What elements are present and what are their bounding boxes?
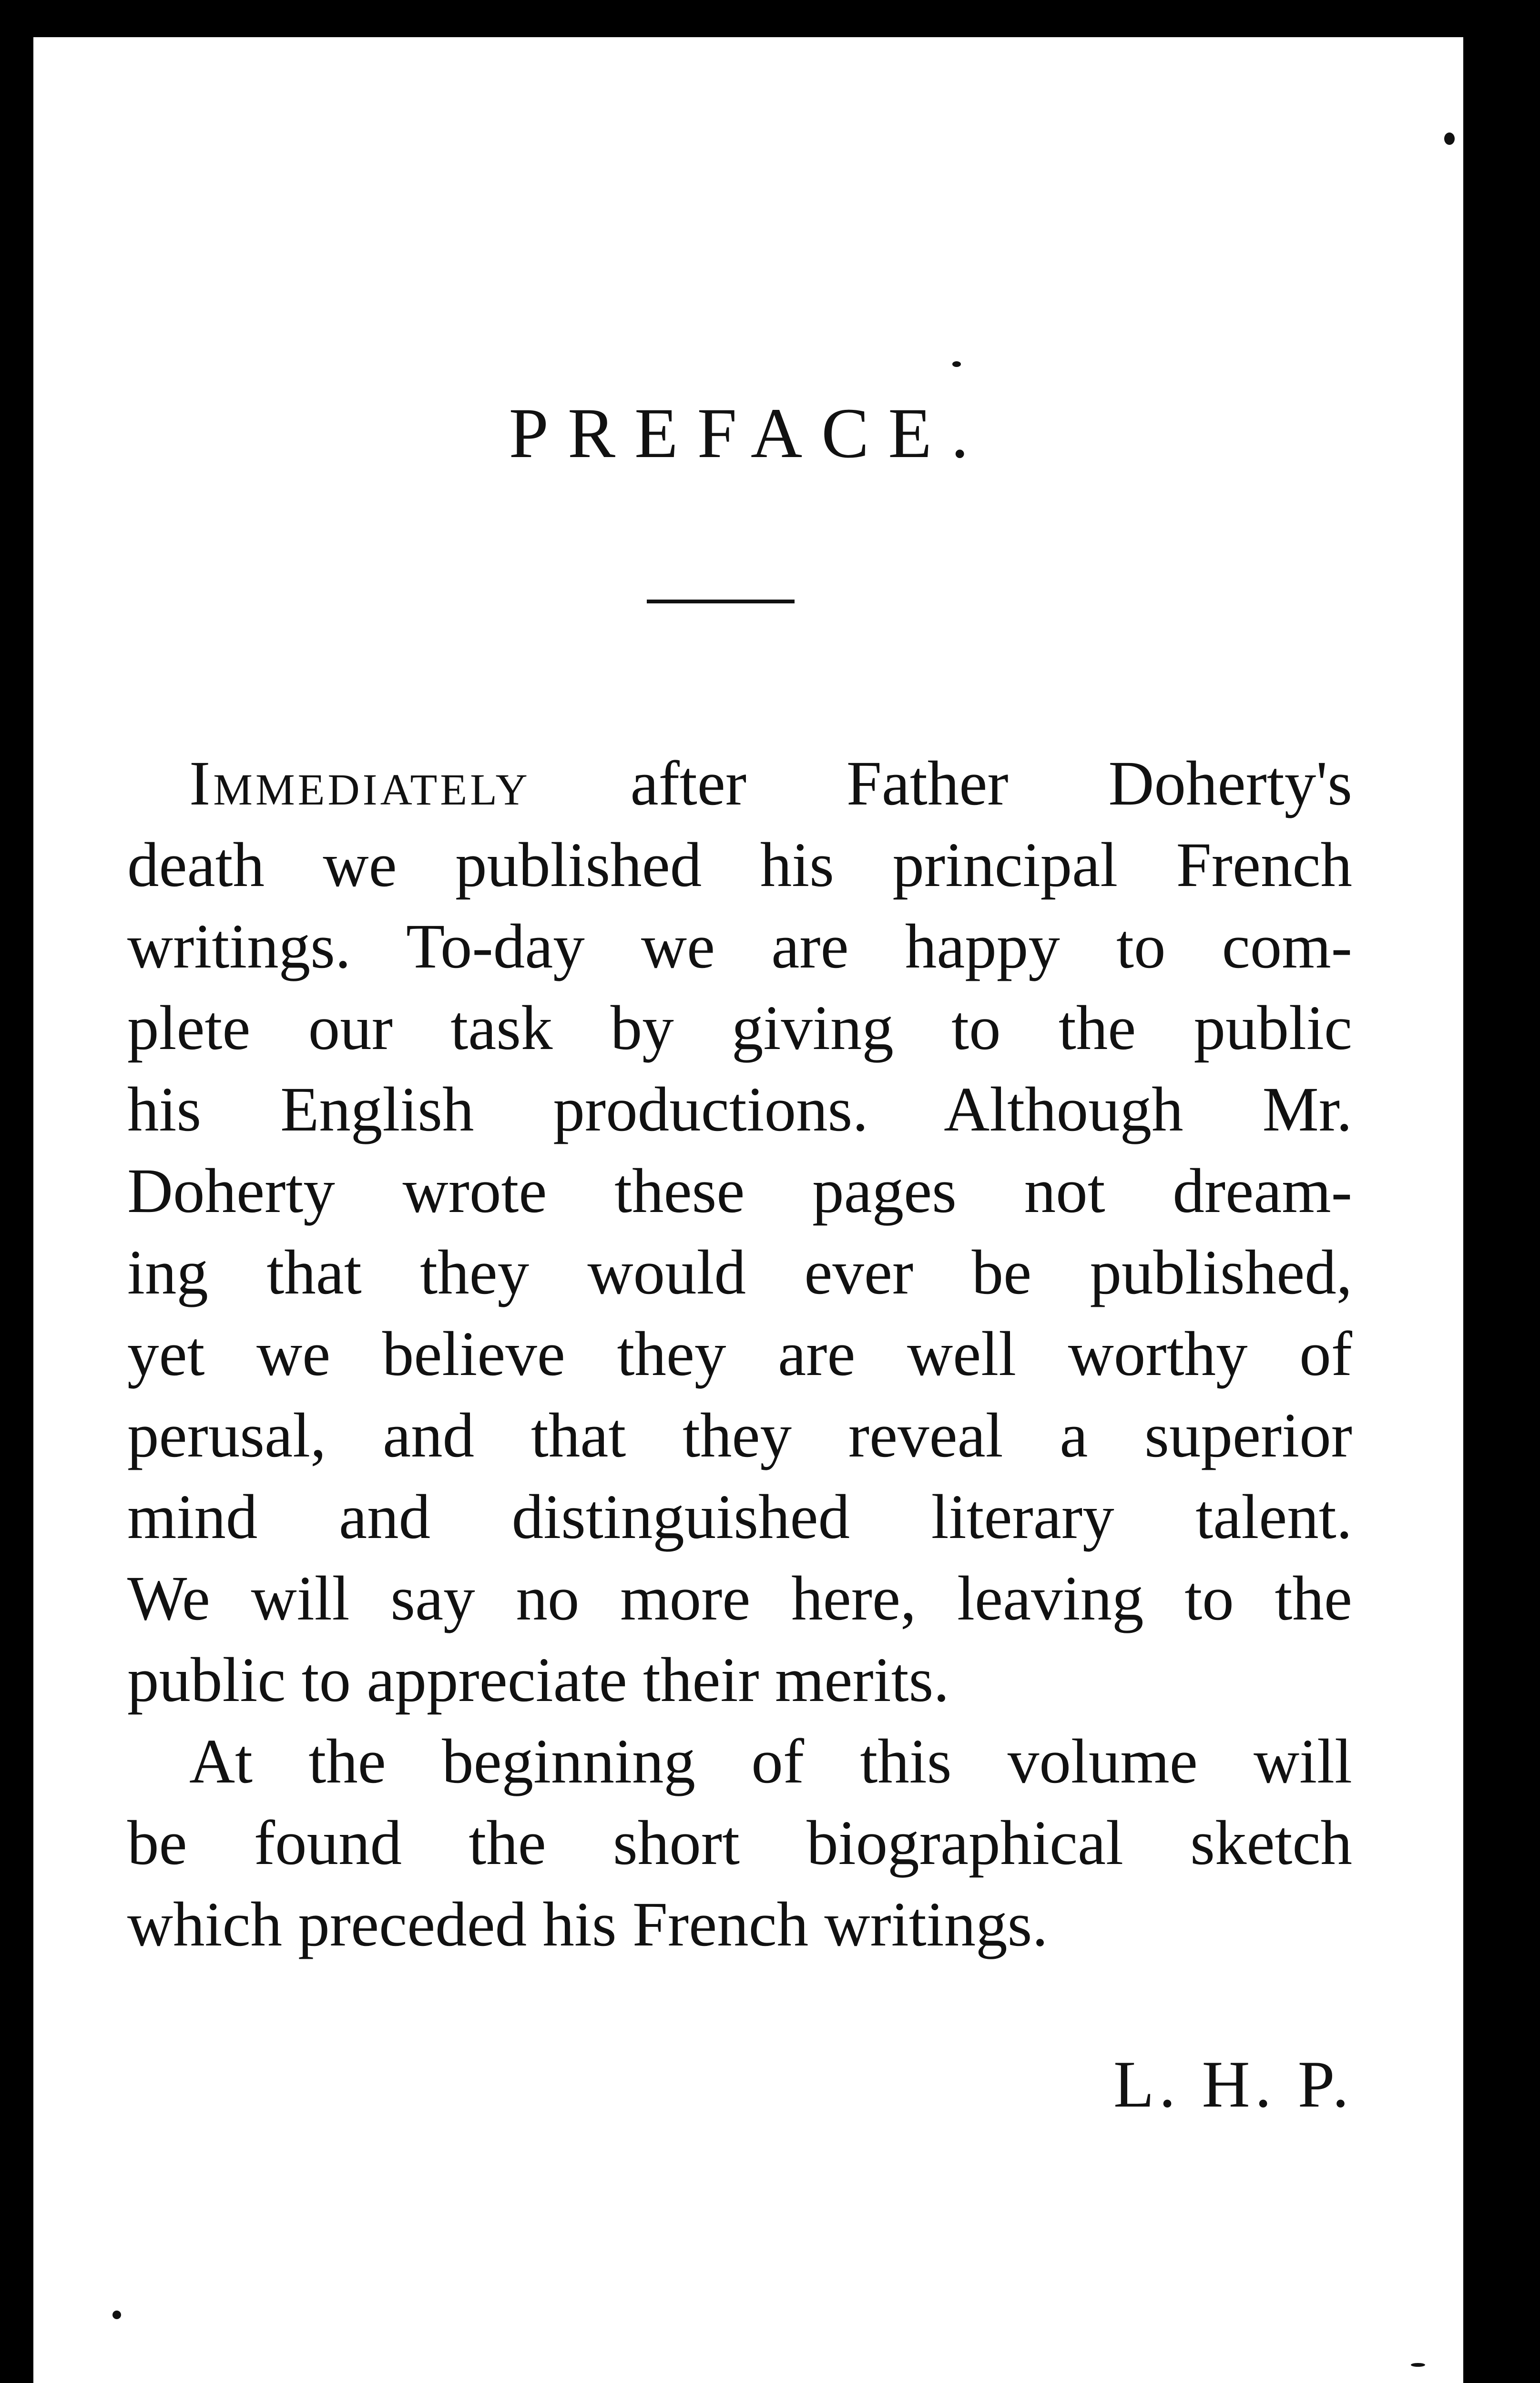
- preface-body: [127, 743, 1352, 1965]
- text-line: ing that they would ever be published,: [127, 1237, 1352, 1307]
- paragraph-1: [127, 743, 1352, 1721]
- text-line: death we published his principal French: [127, 829, 1352, 900]
- text-line: public to appreciate their merits.: [127, 1644, 949, 1715]
- lead-word: Immediately: [189, 748, 530, 818]
- scan-speck: [1411, 2363, 1425, 2367]
- title-divider: [647, 600, 795, 603]
- text-line: We will say no more here, leaving to the: [127, 1563, 1352, 1633]
- text-line: At the beginning of this volume will: [189, 1726, 1352, 1796]
- text-line: be found the short biographical sketch: [127, 1807, 1352, 1878]
- text-line: perusal, and that they reveal a superior: [127, 1400, 1352, 1470]
- text-line: Doherty wrote these pages not dream-: [127, 1155, 1352, 1226]
- text-line: his English productions. Although Mr.: [127, 1074, 1352, 1144]
- scan-speck: [952, 361, 961, 367]
- text-line: which preceded his French writings.: [127, 1889, 1048, 1959]
- text-line: mind and distinguished literary talent.: [127, 1481, 1352, 1552]
- scan-speck: [1444, 132, 1455, 145]
- text-line: writings. To-day we are happy to com-: [127, 911, 1352, 981]
- text-line: [127, 743, 1352, 824]
- text-line-rest: after Father Doherty's: [530, 748, 1352, 818]
- scan-speck: [112, 2311, 121, 2319]
- text-line: plete our task by giving to the public: [127, 992, 1352, 1063]
- text-line: yet we believe they are well worthy of: [127, 1318, 1352, 1389]
- book-page: [33, 37, 1463, 2383]
- paragraph-2: [127, 1721, 1352, 1965]
- page-title: PREFACE.: [509, 394, 988, 473]
- signature-initials: L. H. P.: [1113, 2047, 1354, 2121]
